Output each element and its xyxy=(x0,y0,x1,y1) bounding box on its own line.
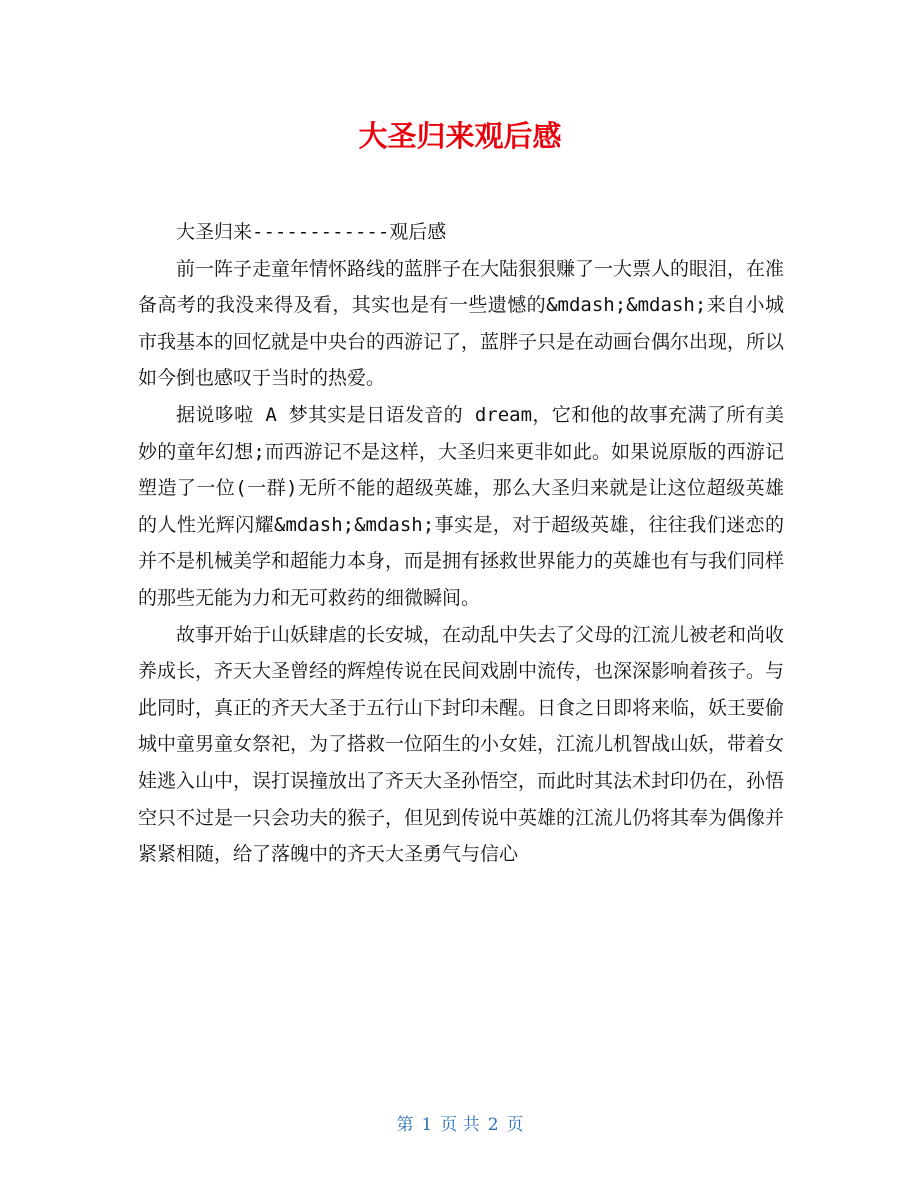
paragraph-subtitle: 大圣归来------------观后感 xyxy=(176,221,447,243)
footer-middle: 页 共 xyxy=(440,1115,480,1135)
footer-suffix: 页 xyxy=(506,1115,524,1135)
footer-prefix: 第 xyxy=(396,1115,414,1135)
paragraph: 故事开始于山妖肆虐的长安城，在动乱中失去了父母的江流儿被老和尚收养成长，齐天大圣曾经的辉煌传说在民间戏剧中流传，也深深影响着孩子。与此同时，真正的齐天大圣于五行山下封印未醒。日食之日即将来临，妖王要偷城中童男童女祭祀，为了搭救一位陌生的小女娃，江流儿机智战山妖，带着女娃逃入山中，误打误撞放出了齐天大圣孙悟空，而此时其法术封印仍在，孙悟空只不过是一只会功夫的猴子，但见到传说中英雄的江流儿仍将其奉为偶像并紧紧相随，给了落魄中的齐天大圣勇气与信心 xyxy=(138,623,785,866)
page-footer xyxy=(0,1112,920,1138)
footer-page-number: 1 xyxy=(421,1115,433,1135)
paragraph: 前一阵子走童年情怀路线的蓝胖子在大陆狠狠赚了一大票人的眼泪，在准备高考的我没来得及看，其实也是有一些遗憾的&mdash;&mdash;来自小城市我基本的回忆就是中央台的西游记了，蓝胖子只是在动画台偶尔出现，所以如今倒也感叹于当时的热爱。 xyxy=(138,257,785,390)
paragraph: 据说哆啦 A 梦其实是日语发音的 dream，它和他的故事充满了所有美妙的童年幻想;而西游记不是这样，大圣归来更非如此。如果说原版的西游记塑造了一位(一群)无所不能的超级英雄，那么大圣归来就是让这位超级英雄的人性光辉闪耀&mdash;&mdash;事实是，对于超级英雄，往往我们迷恋的并不是机械美学和超能力本身，而是拥有拯救世界能力的英雄也有与我们同样的那些无能为力和无可救药的细微瞬间。 xyxy=(138,403,785,609)
footer-total-pages: 2 xyxy=(487,1115,499,1135)
document-body xyxy=(138,214,784,873)
page-title: 大圣归来观后感 xyxy=(358,119,562,153)
